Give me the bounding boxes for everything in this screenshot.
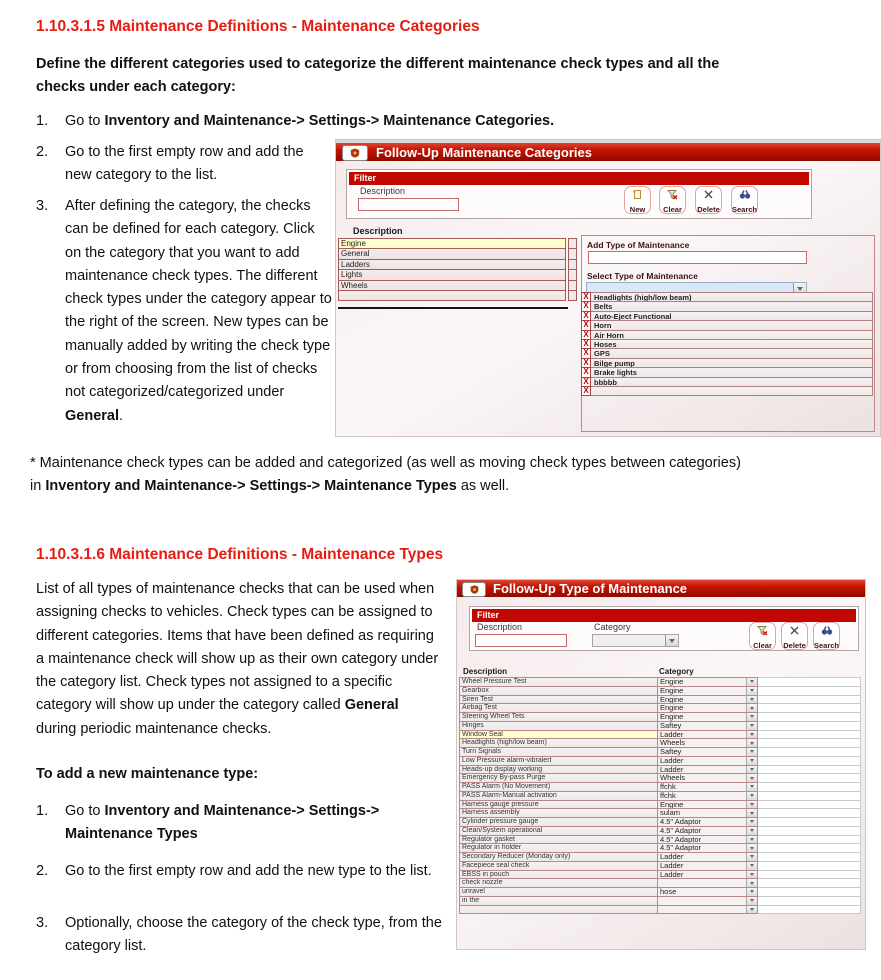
step-number: 1.	[36, 113, 49, 129]
chevron-down-icon	[750, 698, 754, 701]
list-end-divider	[338, 307, 568, 309]
section1-step-3	[36, 195, 346, 428]
category-value: Engine	[660, 712, 684, 721]
category-cell[interactable]	[658, 905, 758, 915]
new-icon	[632, 187, 643, 205]
description-cell[interactable]: Turn Signals	[459, 747, 658, 757]
type-cell[interactable]: Headlights (high/low beam)	[591, 292, 873, 302]
description-filter-input[interactable]	[358, 198, 459, 211]
description-cell[interactable]: Emergency By-pass Purge	[459, 773, 658, 783]
chevron-down-icon	[750, 829, 754, 832]
add-type-label: Add Type of Maintenance	[587, 240, 690, 250]
category-value: Ladder	[660, 860, 684, 870]
chevron-down-icon	[750, 785, 754, 788]
step-number: 3.	[36, 198, 49, 214]
chevron-down-icon	[750, 812, 754, 815]
category-value: Wheels	[660, 773, 686, 783]
type-cell[interactable]: Bilge pump	[591, 358, 873, 368]
description-cell[interactable]: Cylinder pressure gauge	[459, 817, 658, 827]
section2-step-1	[36, 800, 456, 847]
chevron-down-icon	[797, 287, 803, 291]
section1-step-1	[36, 110, 836, 133]
type-list	[581, 292, 873, 396]
category-cell[interactable]: Lights	[338, 269, 566, 280]
section1-step-2	[36, 141, 336, 188]
clear-button[interactable]	[659, 186, 686, 214]
button-label: Clear	[663, 204, 682, 214]
step-number: 2.	[36, 144, 49, 160]
category-row	[338, 290, 578, 301]
dropdown-button[interactable]	[746, 739, 757, 747]
description-cell[interactable]: Regulator in holder	[459, 843, 658, 853]
category-cell[interactable]: General	[338, 248, 566, 259]
section2-step-3	[36, 912, 456, 959]
maintenance-types-window	[456, 579, 866, 950]
category-value: 4.5" Adaptor	[660, 825, 702, 835]
button-label: Search	[813, 640, 840, 650]
app-emblem-icon	[342, 145, 368, 161]
dropdown-button[interactable]	[746, 748, 757, 756]
dropdown-button[interactable]	[746, 844, 757, 852]
dropdown-button[interactable]	[746, 696, 757, 704]
type-cell[interactable]: bbbbb	[591, 377, 873, 387]
dropdown-button[interactable]	[746, 836, 757, 844]
dropdown-value	[593, 641, 595, 650]
category-value: Ladder	[660, 764, 684, 774]
delete-x-icon[interactable]: X	[581, 292, 591, 302]
category-list	[338, 238, 578, 301]
search-icon	[821, 623, 833, 641]
category-value: 4.5" Adaptor	[660, 817, 702, 826]
section1-note: * Maintenance check types can be added and categorized (as well as moving check types between categories) in Inventory and Maintenance-> Settings-> Maintenance Types as well.	[30, 455, 741, 495]
filter-panel-header: Filter	[349, 172, 809, 185]
chevron-down-icon	[750, 873, 754, 876]
category-value: Engine	[660, 677, 684, 686]
dropdown-button[interactable]	[746, 678, 757, 686]
description-cell[interactable]: Gearbox	[459, 686, 658, 696]
step-number: 3.	[36, 915, 49, 931]
dropdown-button[interactable]	[746, 871, 757, 879]
search-icon	[739, 187, 751, 205]
step-text: Go to Inventory and Maintenance-> Settings-> Maintenance Types	[65, 803, 380, 843]
chevron-down-icon	[750, 899, 754, 902]
delete-icon	[703, 187, 714, 205]
button-label: Delete	[783, 640, 806, 650]
type-cell[interactable]: Belts	[591, 301, 873, 311]
description-cell[interactable]: check nozzle	[459, 878, 658, 888]
section2-heading: 1.10.3.1.6 Maintenance Definitions - Maintenance Types	[36, 546, 444, 563]
description-column-header: Description	[463, 667, 508, 676]
dropdown-button[interactable]	[746, 757, 757, 765]
title-bar	[457, 580, 865, 597]
type-cell[interactable]: Brake lights	[591, 367, 873, 377]
dropdown-button[interactable]	[746, 731, 757, 739]
description-filter-label: Description	[477, 622, 523, 632]
description-filter-input[interactable]	[475, 634, 567, 647]
chevron-down-icon	[750, 777, 754, 780]
chevron-down-icon	[750, 890, 754, 893]
description-cell[interactable]: Wheel Pressure Test	[459, 677, 658, 687]
section2-subheading: To add a new maintenance type:	[36, 766, 259, 782]
description-cell[interactable]: Heads-up display working	[459, 765, 658, 775]
description-cell[interactable]: Steering Wheel Tets	[459, 712, 658, 722]
category-value: sulam	[660, 808, 681, 818]
dropdown-button[interactable]	[746, 862, 757, 870]
category-value: Saftey	[660, 747, 682, 756]
title-bar	[336, 143, 880, 161]
clear-filter-icon	[667, 187, 678, 205]
type-cell[interactable]: Auto-Eject Functional	[591, 311, 873, 321]
description-cell[interactable]: Low Pressure alarm-vibralert	[459, 756, 658, 766]
type-cell[interactable]: Horn	[591, 320, 873, 330]
app-emblem-icon	[462, 582, 486, 597]
type-cell[interactable]: Hoses	[591, 339, 873, 349]
dropdown-button[interactable]	[746, 713, 757, 721]
dropdown-button[interactable]	[746, 818, 757, 826]
dropdown-button[interactable]	[746, 722, 757, 730]
description-cell[interactable]: Airbag Test	[459, 703, 658, 713]
description-cell[interactable]: Siren Test	[459, 695, 658, 705]
description-cell[interactable]: Hinges	[459, 721, 658, 731]
dropdown-button[interactable]	[746, 801, 757, 809]
button-label: Clear	[753, 640, 772, 650]
category-cell[interactable]: Engine	[338, 238, 566, 249]
category-filter-label: Category	[594, 622, 631, 632]
chevron-down-icon	[750, 794, 754, 797]
type-cell[interactable]: GPS	[591, 348, 873, 358]
chevron-down-icon	[750, 820, 754, 823]
step-number: 2.	[36, 863, 49, 879]
chevron-down-icon	[750, 742, 754, 745]
category-value: Ladder	[660, 852, 684, 861]
category-value: Ladder	[660, 729, 684, 739]
section1-intro: Define the different categories used to categorize the different maintenance check types and all the checks under each category:	[36, 56, 720, 96]
delete-button[interactable]	[695, 186, 722, 214]
chevron-down-icon	[750, 689, 754, 692]
description-cell[interactable]: Harness gauge pressure	[459, 800, 658, 810]
step-text: Go to Inventory and Maintenance-> Settings-> Maintenance Categories.	[65, 113, 555, 129]
dropdown-button[interactable]	[746, 809, 757, 817]
step-text: Optionally, choose the category of the check type, from the category list.	[65, 915, 442, 955]
dropdown-button[interactable]	[746, 774, 757, 782]
chevron-down-icon	[750, 715, 754, 718]
dropdown-button[interactable]	[746, 906, 757, 914]
chevron-down-icon	[750, 759, 754, 762]
dropdown-button[interactable]	[665, 635, 678, 646]
delete-x-icon[interactable]: X	[581, 301, 591, 311]
delete-x-icon[interactable]: X	[581, 386, 591, 396]
description-column-header: Description	[353, 226, 403, 236]
chevron-down-icon	[750, 882, 754, 885]
description-cell[interactable]: Clean/System operational	[459, 826, 658, 836]
delete-x-icon[interactable]: X	[581, 367, 591, 377]
category-value: Wheels	[660, 738, 686, 748]
description-cell[interactable]: Regulator gasket	[459, 835, 658, 845]
dropdown-button[interactable]	[746, 687, 757, 695]
delete-x-icon[interactable]: X	[581, 358, 591, 368]
chevron-down-icon	[750, 733, 754, 736]
category-filter-dropdown[interactable]	[592, 634, 679, 647]
button-label: New	[629, 204, 646, 214]
description-cell[interactable]: PASS Alarm (No Movement)	[459, 782, 658, 792]
description-cell[interactable]: Facepiece seal check	[459, 861, 658, 871]
category-value: ffchk	[660, 790, 676, 800]
chevron-down-icon	[669, 639, 675, 643]
description-cell[interactable]: EBSS in pouch	[459, 870, 658, 880]
description-filter-label: Description	[360, 186, 406, 196]
delete-x-icon[interactable]: X	[581, 330, 591, 340]
category-value: Engine	[660, 694, 684, 704]
window-title: Follow-Up Type of Maintenance	[493, 581, 688, 596]
clear-button[interactable]	[749, 622, 776, 650]
search-button[interactable]	[813, 622, 840, 650]
dropdown-button[interactable]	[746, 766, 757, 774]
delete-x-icon[interactable]: X	[581, 311, 591, 321]
description-cell[interactable]	[459, 905, 658, 915]
step-number: 1.	[36, 803, 49, 819]
dropdown-button[interactable]	[746, 853, 757, 861]
section1-heading: 1.10.3.1.5 Maintenance Definitions - Maintenance Categories	[36, 18, 480, 35]
step-text: After defining the category, the checks can be defined for each category. Click on the category that you want to add maintenance check types. The different check types under the category appear to the right of the screen. New types can be manually added by writing the check type or from choosing from the list of checks not categorized/categorized under General.	[65, 198, 332, 424]
category-value: Saftey	[660, 720, 682, 730]
chevron-down-icon	[750, 908, 754, 911]
description-cell[interactable]: Secondary Reducer (Monday only)	[459, 852, 658, 862]
description-cell[interactable]: in the	[459, 896, 658, 906]
dropdown-button[interactable]	[746, 897, 757, 905]
chevron-down-icon	[750, 838, 754, 841]
category-value: Engine	[660, 685, 684, 695]
category-cell[interactable]: Ladders	[338, 259, 566, 270]
chevron-down-icon	[750, 750, 754, 753]
clear-filter-icon	[757, 623, 768, 641]
type-row	[581, 386, 873, 396]
empty-cell	[758, 905, 861, 915]
type-cell[interactable]: Air Horn	[591, 330, 873, 340]
category-cell[interactable]: Wheels	[338, 280, 566, 291]
dropdown-button[interactable]	[746, 888, 757, 896]
chevron-down-icon	[750, 864, 754, 867]
category-value: hose	[660, 887, 677, 896]
chevron-down-icon	[750, 847, 754, 850]
select-type-label: Select Type of Maintenance	[587, 271, 698, 281]
description-cell[interactable]: PASS Alarm-Manual activation	[459, 791, 658, 801]
maintenance-type-row	[459, 905, 861, 915]
step-text: Go to the first empty row and add the new category to the list.	[65, 144, 304, 184]
category-value: Ladder	[660, 755, 684, 765]
chevron-down-icon	[750, 803, 754, 806]
description-cell[interactable]: Headlights (high/low beam)	[459, 738, 658, 748]
delete-button[interactable]	[781, 622, 808, 650]
category-value: 4.5" Adaptor	[660, 834, 702, 844]
button-label: Delete	[697, 204, 720, 214]
maintenance-categories-window	[335, 139, 881, 437]
new-button[interactable]	[624, 186, 651, 214]
chevron-down-icon	[750, 680, 754, 683]
dropdown-button[interactable]	[746, 783, 757, 791]
section2-paragraph: List of all types of maintenance checks that can be used when assigning checks to vehicles. Check types can be assigned to different categories. Items that have been defined as requiring a maintenance check will show up as their own category under the category list. Check types not assigned to a specific category will show up under the category called General during periodic maintenance checks.	[36, 581, 439, 737]
dropdown-button[interactable]	[746, 792, 757, 800]
chevron-down-icon	[750, 768, 754, 771]
dropdown-button[interactable]	[746, 704, 757, 712]
dropdown-button[interactable]	[746, 827, 757, 835]
description-cell[interactable]: unravel	[459, 887, 658, 897]
dropdown-button[interactable]	[746, 879, 757, 887]
delete-x-icon[interactable]: X	[581, 377, 591, 387]
delete-x-icon[interactable]: X	[581, 320, 591, 330]
category-value: 4.5" Adaptor	[660, 843, 702, 853]
category-cell[interactable]	[338, 290, 566, 301]
window-title: Follow-Up Maintenance Categories	[376, 145, 592, 160]
category-value: Engine	[660, 799, 684, 809]
type-cell[interactable]	[591, 386, 873, 396]
description-cell[interactable]: Harness assembly	[459, 808, 658, 818]
section2-step-2	[36, 860, 456, 883]
description-cell[interactable]: Window Seal	[459, 730, 658, 740]
chevron-down-icon	[750, 855, 754, 858]
category-value: ffchk	[660, 782, 676, 791]
maintenance-types-table	[459, 677, 861, 914]
delete-icon	[789, 623, 800, 641]
delete-x-icon[interactable]: X	[581, 339, 591, 349]
delete-x-icon[interactable]: X	[581, 348, 591, 358]
filter-panel-header: Filter	[472, 609, 856, 622]
add-type-input[interactable]	[588, 251, 807, 264]
row-selector-cell[interactable]	[568, 290, 577, 301]
category-value: Ladder	[660, 869, 684, 879]
step-text: Go to the first empty row and add the new type to the list.	[65, 863, 432, 879]
button-label: Search	[731, 204, 758, 214]
category-value: Engine	[660, 703, 684, 713]
search-button[interactable]	[731, 186, 758, 214]
category-column-header: Category	[659, 667, 694, 676]
chevron-down-icon	[750, 724, 754, 727]
chevron-down-icon	[750, 707, 754, 710]
